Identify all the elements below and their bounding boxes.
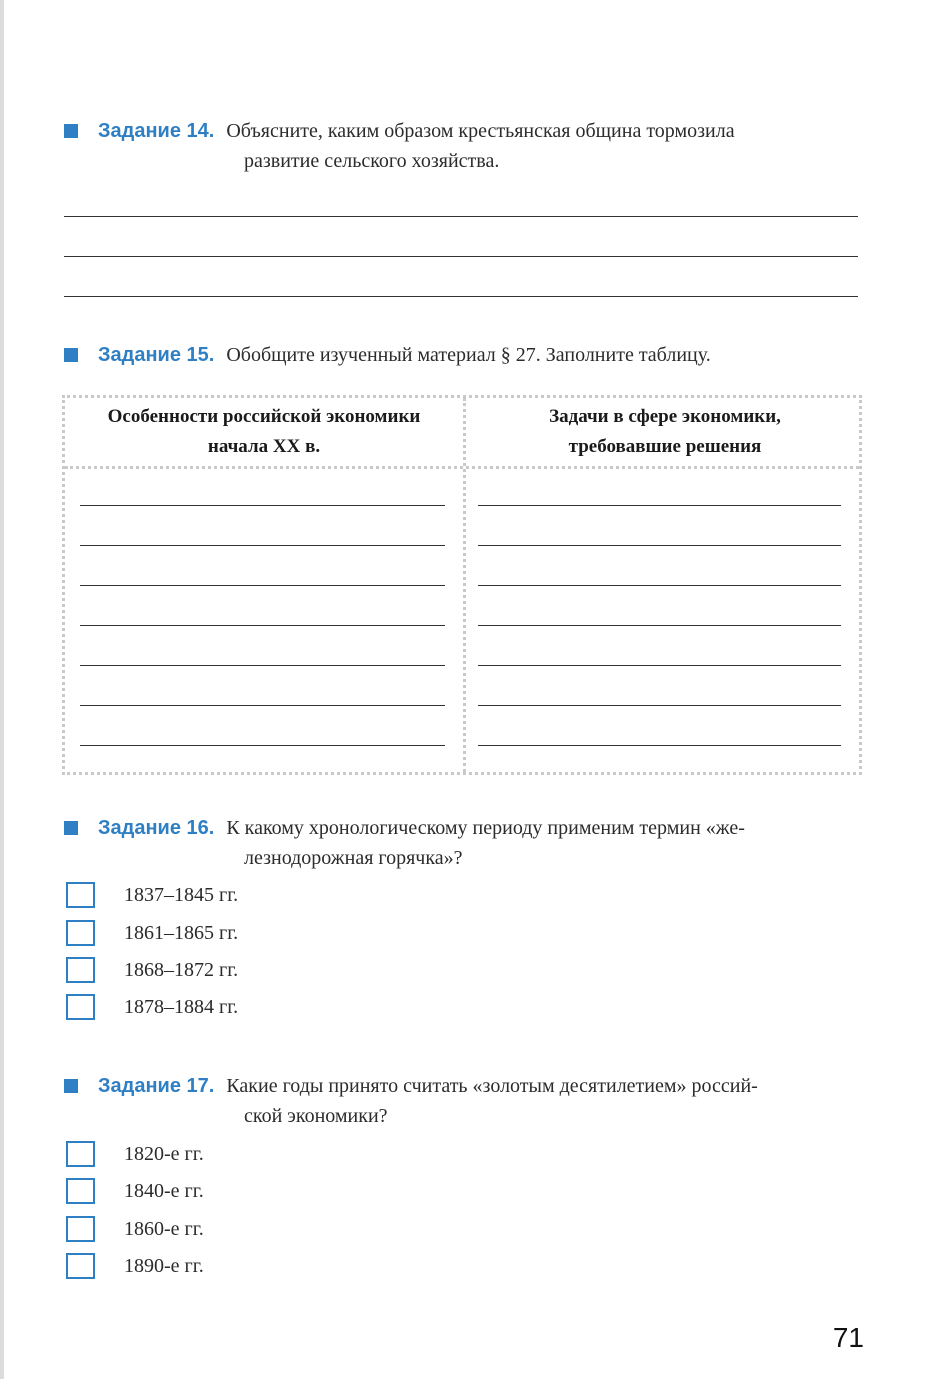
table-answer-line-left[interactable] <box>80 585 445 586</box>
table-answer-line-left[interactable] <box>80 625 445 626</box>
task-bullet-icon <box>64 124 78 138</box>
checkbox[interactable] <box>66 1253 95 1279</box>
header-text: требовавшие решения <box>568 436 762 457</box>
table-answer-line-left[interactable] <box>80 705 445 706</box>
checkbox[interactable] <box>66 994 95 1020</box>
task-label: Задание 14. <box>98 120 215 142</box>
task-text-continued: развитие сельского хозяйства. <box>244 150 500 172</box>
table-answer-line-left[interactable] <box>80 665 445 666</box>
option-label: 1890-е гг. <box>124 1254 204 1277</box>
checkbox[interactable] <box>66 957 95 983</box>
checkbox[interactable] <box>66 882 95 908</box>
answer-option[interactable] <box>66 918 238 948</box>
page-number: 71 <box>832 1322 864 1353</box>
task-text: Обобщите изученный материал § 27. Заполните таблицу. <box>226 344 711 366</box>
summary-table <box>62 395 862 775</box>
checkbox[interactable] <box>66 1141 95 1167</box>
table-answer-line-right[interactable] <box>478 545 841 546</box>
answer-option[interactable] <box>66 1176 204 1206</box>
task-bullet-icon <box>64 348 78 362</box>
answer-option[interactable] <box>66 1214 204 1244</box>
table-answer-line-right[interactable] <box>478 585 841 586</box>
table-header-features <box>65 402 463 462</box>
task-text: Объясните, каким образом крестьянская община тормозила <box>226 120 735 142</box>
option-label: 1878–1884 гг. <box>124 995 239 1018</box>
checkbox[interactable] <box>66 1216 95 1242</box>
answer-line[interactable] <box>64 256 858 257</box>
task-text: Какие годы принято считать «золотым десятилетием» россий- <box>226 1075 758 1097</box>
task-label: Задание 15. <box>98 344 215 366</box>
table-answer-line-left[interactable] <box>80 505 445 506</box>
answer-option[interactable] <box>66 880 238 910</box>
answer-option[interactable] <box>66 992 238 1022</box>
table-header-tasks <box>466 402 864 462</box>
answer-option[interactable] <box>66 955 238 985</box>
task-text-continued: ской экономики? <box>244 1105 388 1127</box>
table-answer-line-left[interactable] <box>80 745 445 746</box>
task-15 <box>64 340 864 370</box>
table-answer-line-left[interactable] <box>80 545 445 546</box>
table-answer-line-right[interactable] <box>478 625 841 626</box>
task-bullet-icon <box>64 1079 78 1093</box>
header-text: начала XX в. <box>207 436 321 457</box>
header-text: Задачи в сфере экономики, <box>549 406 781 427</box>
task-17 <box>64 1071 864 1131</box>
option-label: 1837–1845 гг. <box>124 883 239 906</box>
table-answer-line-right[interactable] <box>478 665 841 666</box>
answer-option[interactable] <box>66 1139 204 1169</box>
task-16 <box>64 813 864 873</box>
task-label: Задание 16. <box>98 817 215 839</box>
answer-line[interactable] <box>64 216 858 217</box>
table-answer-line-right[interactable] <box>478 705 841 706</box>
table-header-divider <box>65 466 859 469</box>
page-edge <box>0 0 4 1379</box>
option-label: 1820-е гг. <box>124 1142 204 1165</box>
option-label: 1868–1872 гг. <box>124 958 239 981</box>
option-label: 1860-е гг. <box>124 1217 204 1240</box>
checkbox[interactable] <box>66 920 95 946</box>
table-answer-line-right[interactable] <box>478 505 841 506</box>
checkbox[interactable] <box>66 1178 95 1204</box>
option-label: 1840-е гг. <box>124 1179 204 1202</box>
answer-option[interactable] <box>66 1251 204 1281</box>
task-bullet-icon <box>64 821 78 835</box>
header-text: Особенности российской экономики <box>107 406 421 427</box>
answer-line[interactable] <box>64 296 858 297</box>
task-label: Задание 17. <box>98 1075 215 1097</box>
table-answer-line-right[interactable] <box>478 745 841 746</box>
task-text-continued: лезнодорожная горячка»? <box>244 847 463 869</box>
task-text: К какому хронологическому периоду применим термин «же- <box>226 817 745 839</box>
option-label: 1861–1865 гг. <box>124 921 239 944</box>
task-14 <box>64 116 864 176</box>
